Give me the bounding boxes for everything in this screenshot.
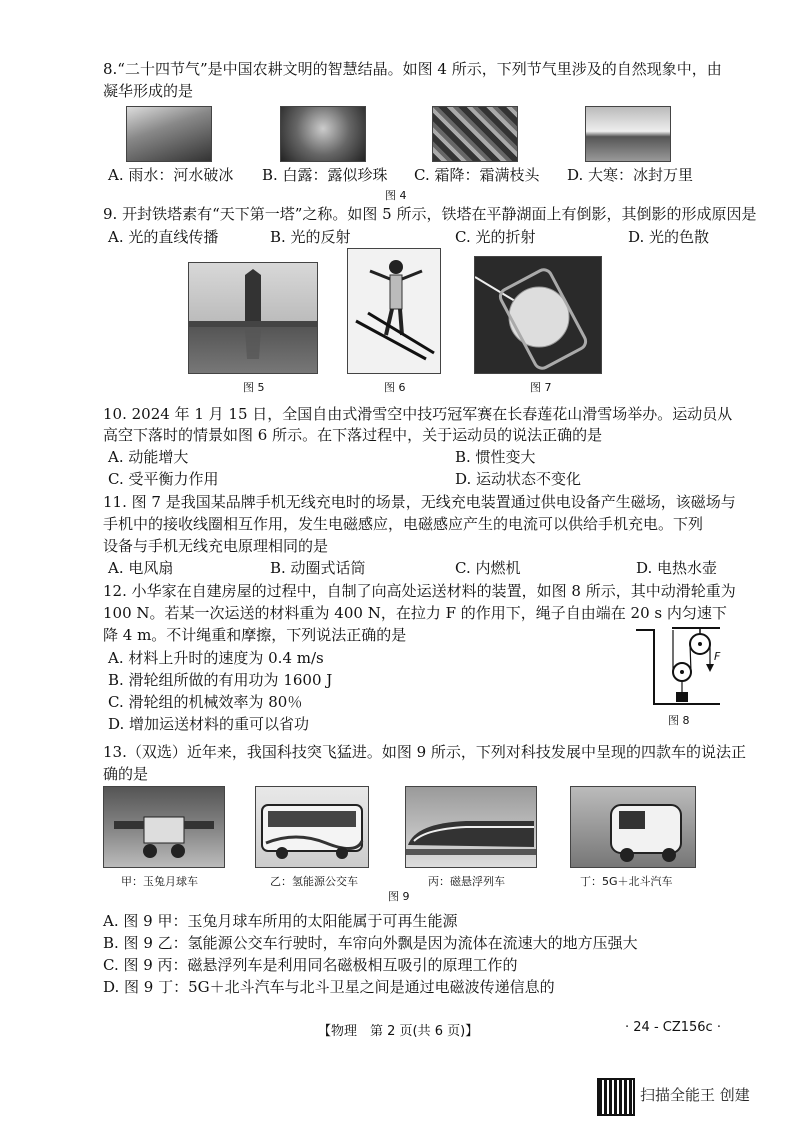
q13-option-d: D. 图 9 丁：5G＋北斗汽车与北斗卫星之间是通过电磁波传递信息的 bbox=[103, 978, 555, 996]
figure-8-pulley-diagram bbox=[632, 622, 724, 712]
q8-stem-line2: 凝华形成的是 bbox=[103, 82, 194, 100]
q9-option-c: C. 光的折射 bbox=[455, 228, 536, 246]
figure-7-label: 图 7 bbox=[530, 381, 552, 394]
q8-image-d bbox=[585, 106, 671, 162]
figure-6-skier-image bbox=[347, 248, 441, 374]
figure-5-tower-image bbox=[188, 262, 318, 374]
q13-image-yi-hydrogen-bus bbox=[255, 786, 369, 868]
q10-option-d: D. 运动状态不变化 bbox=[455, 470, 582, 488]
page-footer-label: 【物理 第 2 页(共 6 页)】 bbox=[318, 1024, 479, 1039]
q11-stem-line1: 11. 图 7 是我国某品牌手机无线充电时的场景，无线充电装置通过供电设备产生磁场，该磁场与 bbox=[103, 493, 736, 511]
q13-image-jia-lunar-rover bbox=[103, 786, 225, 868]
figure-7-charging-image bbox=[474, 256, 602, 374]
q10-option-c: C. 受平衡力作用 bbox=[108, 470, 219, 488]
q10-option-a: A. 动能增大 bbox=[108, 448, 189, 466]
q8-option-d: D. 大寒：冰封万里 bbox=[567, 166, 694, 184]
figure-9-label: 图 9 bbox=[388, 890, 410, 903]
q8-option-c: C. 霜降：霜满枝头 bbox=[414, 166, 540, 184]
q12-stem-line1: 12. 小华家在自建房屋的过程中，自制了向高处运送材料的装置，如图 8 所示，其中动滑轮重为 bbox=[103, 582, 736, 600]
q8-image-b bbox=[280, 106, 366, 162]
q13-caption-ding: 丁：5G＋北斗汽车 bbox=[580, 875, 673, 888]
figure-8-force-label: F bbox=[714, 650, 721, 663]
q8-option-a: A. 雨水：河水破冰 bbox=[108, 166, 234, 184]
q8-image-c bbox=[432, 106, 518, 162]
q12-option-b: B. 滑轮组所做的有用功为 1600 J bbox=[108, 671, 333, 689]
q9-option-a: A. 光的直线传播 bbox=[108, 228, 219, 246]
q13-stem-line1: 13.（双选）近年来，我国科技突飞猛进。如图 9 所示，下列对科技发展中呈现的四款车的说法正 bbox=[103, 743, 746, 761]
q12-option-d: D. 增加运送材料的重可以省功 bbox=[108, 715, 310, 733]
figure-8-label: 图 8 bbox=[668, 714, 690, 727]
paper-code: · 24 - CZ156c · bbox=[625, 1020, 721, 1035]
q12-option-c: C. 滑轮组的机械效率为 80％ bbox=[108, 693, 303, 711]
q12-stem-line2: 100 N。若某一次运送的材料重为 400 N，在拉力 F 的作用下，绳子自由端在 20 s 内匀速下 bbox=[103, 604, 727, 622]
q11-stem-line2: 手机中的接收线圈相互作用，发生电磁感应，电磁感应产生的电流可以供给手机充电。下列 bbox=[103, 515, 704, 533]
q8-image-a bbox=[126, 106, 212, 162]
q9-stem-line1: 9. 开封铁塔素有“天下第一塔”之称。如图 5 所示，铁塔在平静湖面上有倒影，其倒影的形成原因是 bbox=[103, 205, 757, 223]
q13-option-c: C. 图 9 丙：磁悬浮列车是利用同名磁极相互吸引的原理工作的 bbox=[103, 956, 518, 974]
figure-6-label: 图 6 bbox=[384, 381, 406, 394]
q13-caption-jia: 甲：玉兔月球车 bbox=[121, 875, 198, 888]
q11-option-a: A. 电风扇 bbox=[108, 559, 174, 577]
q12-stem-line3: 降 4 m。不计绳重和摩擦，下列说法正确的是 bbox=[103, 626, 407, 644]
q9-option-b: B. 光的反射 bbox=[270, 228, 351, 246]
q11-option-d: D. 电热水壶 bbox=[636, 559, 718, 577]
q10-stem-line1: 10. 2024 年 1 月 15 日，全国自由式滑雪空中技巧冠军赛在长春莲花山滑雪场举办。运动员从 bbox=[103, 405, 733, 423]
q13-stem-line2: 确的是 bbox=[103, 765, 149, 783]
q13-image-bing-maglev-train bbox=[405, 786, 537, 868]
figure-4-label: 图 4 bbox=[385, 189, 407, 202]
q10-option-b: B. 惯性变大 bbox=[455, 448, 536, 466]
q11-stem-line3: 设备与手机无线充电原理相同的是 bbox=[103, 537, 329, 555]
q13-image-ding-5g-car bbox=[570, 786, 696, 868]
q13-option-b: B. 图 9 乙：氢能源公交车行驶时，车帘向外飘是因为流体在流速大的地方压强大 bbox=[103, 934, 638, 952]
q13-option-a: A. 图 9 甲：玉兔月球车所用的太阳能属于可再生能源 bbox=[103, 912, 458, 930]
q11-option-c: C. 内燃机 bbox=[455, 559, 521, 577]
q13-caption-yi: 乙：氢能源公交车 bbox=[270, 875, 358, 888]
scanner-watermark: 扫描全能王 创建 bbox=[640, 1086, 750, 1104]
qr-code-icon bbox=[597, 1078, 635, 1116]
q10-stem-line2: 高空下落时的情景如图 6 所示。在下落过程中，关于运动员的说法正确的是 bbox=[103, 426, 603, 444]
q9-option-d: D. 光的色散 bbox=[628, 228, 710, 246]
figure-5-label: 图 5 bbox=[243, 381, 265, 394]
q8-stem-line1: 8.“二十四节气”是中国农耕文明的智慧结晶。如图 4 所示，下列节气里涉及的自然现象中，由 bbox=[103, 60, 722, 78]
q11-option-b: B. 动圈式话筒 bbox=[270, 559, 366, 577]
q13-caption-bing: 丙：磁悬浮列车 bbox=[428, 875, 505, 888]
q8-option-b: B. 白露：露似珍珠 bbox=[262, 166, 388, 184]
q12-option-a: A. 材料上升时的速度为 0.4 m/s bbox=[108, 649, 324, 667]
